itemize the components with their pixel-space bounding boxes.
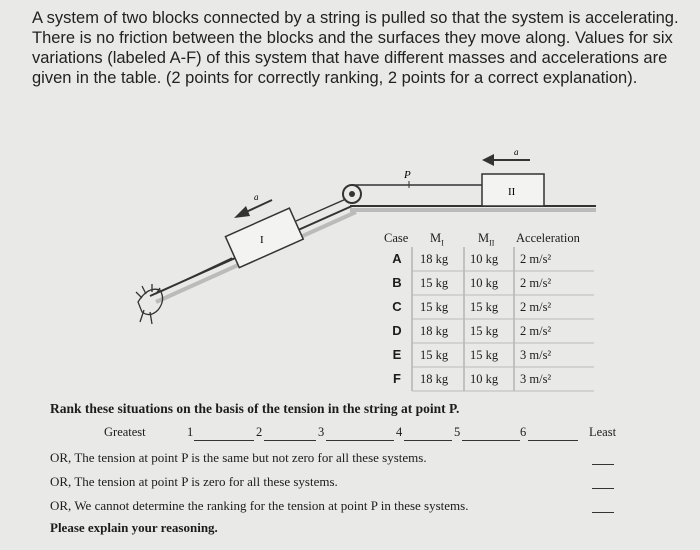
option-zero: OR, The tension at point P is zero for all these systems. (50, 474, 338, 489)
explain-prompt: Please explain your reasoning. (50, 520, 218, 535)
accel-arrowhead-i (234, 206, 250, 218)
rank-num: 3 (318, 425, 325, 439)
ranking-line (104, 425, 644, 445)
row-case: A (392, 251, 402, 266)
row-acc: 2 m/s² (520, 300, 552, 314)
row-m1: 15 kg (420, 348, 449, 362)
rank-blank-3[interactable] (326, 440, 394, 441)
rank-num: 6 (520, 425, 527, 439)
table-grid (384, 228, 594, 394)
row-m1: 15 kg (420, 300, 449, 314)
row-acc: 2 m/s² (520, 276, 552, 290)
rank-blank-5[interactable] (462, 440, 520, 441)
row-m1: 15 kg (420, 276, 449, 290)
problem-intro: A system of two blocks connected by a string is pulled so that the system is accelerating. There is no friction between the blocks and the surfaces they move along. Values for six variations (labeled A-F) of this system that have different masses and accelerations are given in the table. (2 points for correctly ranking, 2 points for a correct explanation). (32, 9, 679, 87)
option-zero-blank[interactable] (592, 488, 614, 489)
row-m2: 10 kg (470, 276, 499, 290)
row-acc: 3 m/s² (520, 348, 552, 362)
rank-blank-1[interactable] (194, 440, 254, 441)
rank-num: 5 (454, 425, 461, 439)
rank-num: 4 (396, 425, 403, 439)
row-m1: 18 kg (420, 372, 449, 386)
row-m1: 18 kg (420, 252, 449, 266)
rank-blank-4[interactable] (404, 440, 452, 441)
option-cannot: OR, We cannot determine the ranking for the tension at point P in these systems. (50, 498, 469, 513)
row-case: D (392, 323, 402, 338)
string-hand (160, 258, 232, 292)
row-acc: 2 m/s² (520, 324, 552, 338)
row-case: F (393, 371, 401, 386)
header-case: Case (384, 231, 409, 245)
header-m1: $M_I$ (430, 231, 444, 248)
rank-num: 1 (187, 425, 194, 439)
row-m2: 15 kg (470, 324, 499, 338)
block-ii-label: II (508, 186, 516, 198)
row-m2: 15 kg (470, 300, 499, 314)
row-case: B (392, 275, 402, 290)
row-m1: 18 kg (420, 324, 449, 338)
accel-arrowhead-ii (482, 154, 494, 166)
greatest-label: Greatest (104, 425, 146, 439)
row-case: E (392, 347, 402, 362)
rank-num: 2 (256, 425, 263, 439)
rank-blank-6[interactable] (528, 440, 578, 441)
accel-label-ii: a (514, 147, 519, 157)
block-i-label: I (260, 234, 264, 246)
row-m2: 10 kg (470, 372, 499, 386)
header-m2: $M_{II}$ (478, 231, 495, 248)
option-same: OR, The tension at point P is the same but not zero for all these systems. (50, 450, 427, 465)
header-acceleration: Acceleration (516, 231, 580, 245)
row-acc: 3 m/s² (520, 372, 552, 386)
option-cannot-blank[interactable] (592, 512, 614, 513)
option-same-blank[interactable] (592, 464, 614, 465)
pulley-center (349, 191, 355, 197)
row-m2: 15 kg (470, 348, 499, 362)
least-label: Least (589, 425, 617, 439)
row-m2: 10 kg (470, 252, 499, 266)
hand-icon (136, 284, 163, 324)
row-acc: 2 m/s² (520, 252, 552, 266)
accel-label-i: a (254, 192, 259, 202)
question-text: Rank these situations on the basis of the tension in the string at point P. (50, 401, 460, 416)
rank-blank-2[interactable] (264, 440, 316, 441)
point-p-label: P (404, 169, 411, 181)
accel-arrow-i (246, 200, 272, 212)
row-case: C (392, 299, 402, 314)
